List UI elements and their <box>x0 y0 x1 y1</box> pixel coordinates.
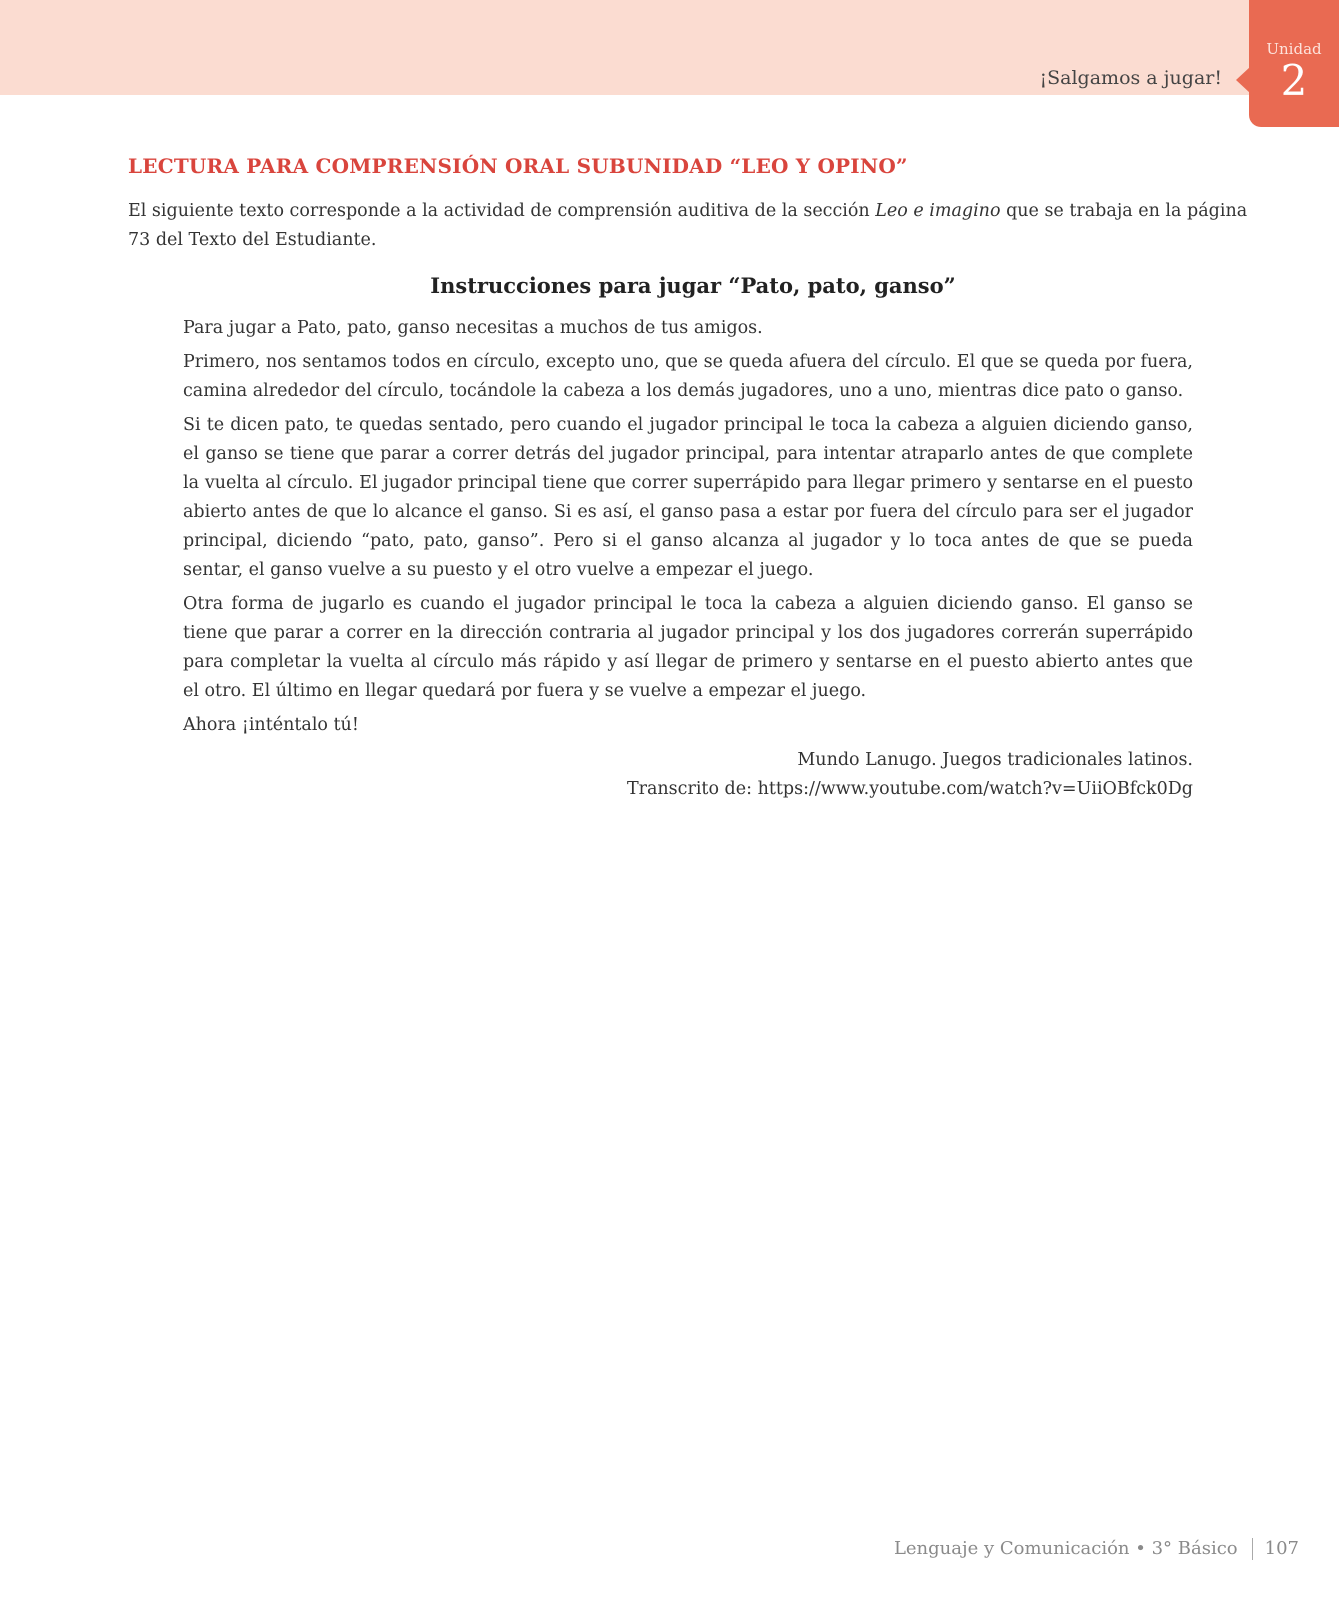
source-line-1: Mundo Lanugo. Juegos tradicionales latinos. <box>797 750 1193 770</box>
footer-subject: Lenguaje y Comunicación • 3° Básico <box>893 1538 1238 1559</box>
footer-divider <box>1252 1538 1253 1560</box>
page-number: 107 <box>1264 1538 1299 1559</box>
section-heading: LECTURA PARA COMPRENSIÓN ORAL SUBUNIDAD “LEO Y OPINO” <box>128 154 908 178</box>
unit-tab <box>1249 0 1339 127</box>
intro-text-after: que se trabaja en la página 73 del Texto del Estudiante. <box>128 201 1248 250</box>
intro-paragraph <box>128 197 1258 255</box>
reading-title: Instrucciones para jugar “Pato, pato, ganso” <box>430 273 956 298</box>
reading-paragraph-5: Ahora ¡inténtalo tú! <box>183 715 359 735</box>
unit-tab-arrow <box>1236 67 1250 93</box>
unit-number: 2 <box>1280 56 1308 105</box>
reading-paragraph-2: Primero, nos sentamos todos en círculo, excepto uno, que se queda afuera del círculo. El que se queda por fuera, camina alrededor del círculo, tocándole la cabeza a los demás jugadores, uno a uno, mientras dice pato o ganso. <box>183 352 1193 401</box>
unit-label: Unidad <box>1266 40 1322 58</box>
source-line-2: Transcrito de: https://www.youtube.com/watch?v=UiiOBfck0Dg <box>626 779 1193 799</box>
intro-italic-section: Leo e imagino <box>875 201 1001 221</box>
reading-body <box>183 314 1193 745</box>
reading-paragraph-3: Si te dicen pato, te quedas sentado, pero cuando el jugador principal le toca la cabeza a alguien diciendo ganso, el ganso se tiene que parar a correr detrás del jugador principal, para intentar atraparlo antes de que complete la vuelta al círculo. El jugador principal tiene que correr superrápido para llegar primero y sentarse en el puesto abierto antes de que lo alcance el ganso. Si es así, el ganso pasa a estar por fuera del círculo para ser el jugador principal, diciendo “pato, pato, ganso”. Pero si el ganso alcanza al jugador y lo toca antes de que se pueda sentar, el ganso vuelve a su puesto y el otro vuelve a empezar el juego. <box>183 415 1193 580</box>
reading-paragraph-1: Para jugar a Pato, pato, ganso necesitas a muchos de tus amigos. <box>183 318 763 338</box>
reading-paragraph-4: Otra forma de jugarlo es cuando el jugador principal le toca la cabeza a alguien diciendo ganso. El ganso se tiene que parar a correr en la dirección contraria al jugador principal y los dos jugadores correrán superrápido para completar la vuelta al círculo más rápido y así llegar de primero y sentarse en el puesto abierto antes que el otro. El último en llegar quedará por fuera y se vuelve a empezar el juego. <box>183 594 1193 701</box>
reading-source <box>627 746 1193 804</box>
chapter-title: ¡Salgamos a jugar! <box>1039 67 1222 89</box>
page-footer <box>894 1538 1299 1560</box>
intro-text-before: El siguiente texto corresponde a la actividad de comprensión auditiva de la sección <box>128 201 876 221</box>
